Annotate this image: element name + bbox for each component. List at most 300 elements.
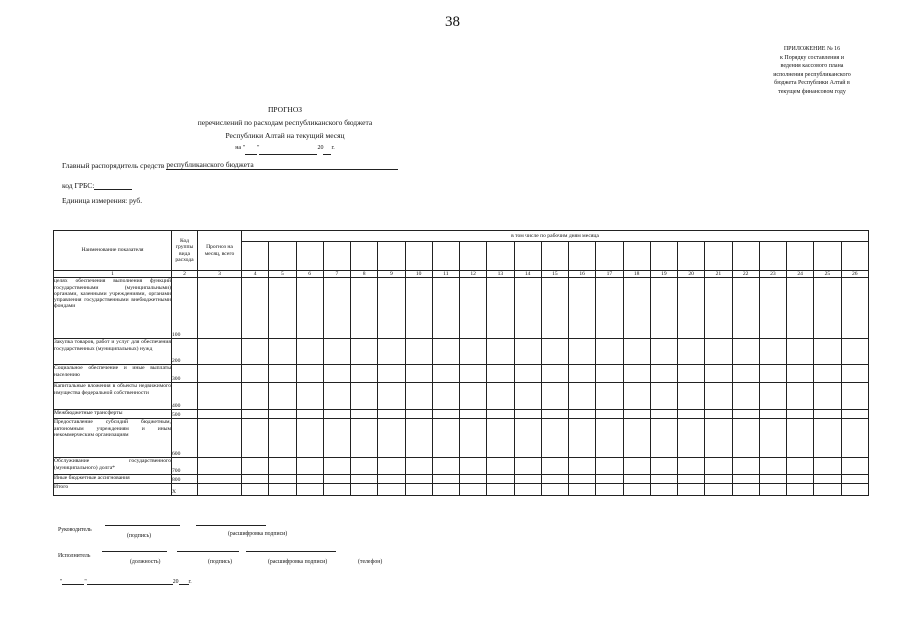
column-number: 14	[514, 271, 541, 278]
grbs-field	[62, 181, 132, 190]
day-value-cell[interactable]	[514, 484, 541, 496]
day-value-cell[interactable]	[596, 339, 623, 365]
day-cell	[432, 242, 459, 271]
day-value-cell[interactable]	[514, 278, 541, 339]
day-value-cell[interactable]	[569, 383, 596, 410]
day-value-cell[interactable]	[514, 458, 541, 475]
day-cell	[705, 242, 732, 271]
day-value-cell[interactable]	[759, 365, 786, 383]
day-value-cell[interactable]	[705, 484, 732, 496]
day-value-cell[interactable]	[814, 419, 841, 458]
day-value-cell[interactable]	[678, 484, 705, 496]
row-name: Итого	[54, 484, 172, 496]
day-value-cell[interactable]	[623, 278, 650, 339]
day-value-cell[interactable]	[296, 383, 323, 410]
day-value-cell[interactable]	[759, 339, 786, 365]
column-number: 24	[787, 271, 814, 278]
day-value-cell[interactable]	[541, 475, 568, 484]
day-value-cell[interactable]	[541, 383, 568, 410]
row-name: Капитальные вложения в объекты недвижимого имущества федеральной собственности	[54, 383, 172, 410]
day-value-cell[interactable]	[569, 278, 596, 339]
day-value-cell[interactable]	[623, 365, 650, 383]
day-value-cell[interactable]	[705, 339, 732, 365]
day-value-cell[interactable]	[732, 278, 759, 339]
day-value-cell[interactable]	[623, 458, 650, 475]
day-value-cell[interactable]	[460, 419, 487, 458]
day-value-cell[interactable]	[759, 475, 786, 484]
day-value-cell[interactable]	[242, 339, 269, 365]
appendix-note	[757, 45, 867, 96]
day-value-cell[interactable]	[596, 383, 623, 410]
day-value-cell[interactable]	[759, 383, 786, 410]
row-code: 700	[172, 458, 198, 475]
executor-position-caption: (должность)	[130, 559, 161, 565]
day-cell	[650, 242, 677, 271]
day-value-cell[interactable]	[705, 410, 732, 419]
day-value-cell[interactable]	[296, 365, 323, 383]
day-value-cell[interactable]	[351, 410, 378, 419]
day-value-cell[interactable]	[569, 484, 596, 496]
day-value-cell[interactable]	[323, 365, 350, 383]
executor-sign-line[interactable]	[177, 551, 239, 552]
day-value-cell[interactable]	[514, 339, 541, 365]
forecast-total-cell[interactable]	[198, 339, 242, 365]
table-row	[54, 475, 869, 484]
day-value-cell[interactable]	[460, 365, 487, 383]
forecast-total-cell[interactable]	[198, 365, 242, 383]
day-value-cell[interactable]	[296, 339, 323, 365]
forecast-total-cell[interactable]	[198, 278, 242, 339]
day-value-cell[interactable]	[705, 419, 732, 458]
day-value-cell[interactable]	[378, 475, 405, 484]
day-value-cell[interactable]	[242, 410, 269, 419]
day-value-cell[interactable]	[650, 365, 677, 383]
column-number: 7	[323, 271, 350, 278]
day-value-cell[interactable]	[678, 475, 705, 484]
day-value-cell[interactable]	[596, 419, 623, 458]
day-value-cell[interactable]	[405, 383, 432, 410]
day-value-cell[interactable]	[460, 484, 487, 496]
day-value-cell[interactable]	[432, 278, 459, 339]
day-value-cell[interactable]	[378, 339, 405, 365]
table-row	[54, 410, 869, 419]
row-code: 800	[172, 475, 198, 484]
row-code: 600	[172, 419, 198, 458]
day-value-cell[interactable]	[269, 484, 296, 496]
row-code: X	[172, 484, 198, 496]
day-value-cell[interactable]	[487, 419, 514, 458]
head-sign-caption: (подпись)	[127, 533, 152, 539]
day-value-cell[interactable]	[378, 484, 405, 496]
day-value-cell[interactable]	[378, 383, 405, 410]
day-value-cell[interactable]	[841, 278, 869, 339]
day-value-cell[interactable]	[623, 339, 650, 365]
day-value-cell[interactable]	[323, 410, 350, 419]
day-value-cell[interactable]	[351, 484, 378, 496]
column-number: 8	[351, 271, 378, 278]
day-value-cell[interactable]	[596, 484, 623, 496]
day-value-cell[interactable]	[432, 475, 459, 484]
day-value-cell[interactable]	[432, 419, 459, 458]
row-name: Обслуживание государственного (муниципального) долга*	[54, 458, 172, 475]
day-value-cell[interactable]	[650, 410, 677, 419]
head-sign-line[interactable]	[105, 525, 180, 526]
day-value-cell[interactable]	[705, 383, 732, 410]
day-value-cell[interactable]	[732, 365, 759, 383]
column-number: 20	[678, 271, 705, 278]
day-value-cell[interactable]	[569, 339, 596, 365]
day-value-cell[interactable]	[678, 339, 705, 365]
day-value-cell[interactable]	[514, 365, 541, 383]
day-value-cell[interactable]	[814, 458, 841, 475]
col-header-name: Наименование показателя	[54, 231, 172, 271]
day-value-cell[interactable]	[296, 458, 323, 475]
day-cell	[269, 242, 296, 271]
executor-label: Исполнитель	[58, 553, 91, 559]
column-number: 12	[460, 271, 487, 278]
date-day-blank[interactable]	[245, 154, 257, 155]
day-value-cell[interactable]	[759, 410, 786, 419]
day-value-cell[interactable]	[650, 419, 677, 458]
day-value-cell[interactable]	[596, 365, 623, 383]
column-number: 9	[378, 271, 405, 278]
sign-date-year[interactable]	[179, 584, 189, 585]
column-number: 2	[172, 271, 198, 278]
day-value-cell[interactable]	[432, 458, 459, 475]
day-value-cell[interactable]	[569, 475, 596, 484]
day-value-cell[interactable]	[351, 458, 378, 475]
column-number: 4	[242, 271, 269, 278]
day-value-cell[interactable]	[296, 475, 323, 484]
day-value-cell[interactable]	[405, 365, 432, 383]
day-value-cell[interactable]	[269, 383, 296, 410]
day-value-cell[interactable]	[623, 475, 650, 484]
day-value-cell[interactable]	[841, 383, 869, 410]
row-code: 300	[172, 365, 198, 383]
day-value-cell[interactable]	[541, 458, 568, 475]
day-value-cell[interactable]	[814, 278, 841, 339]
sign-date: " " 20 г.	[60, 579, 192, 585]
column-number: 25	[814, 271, 841, 278]
day-cell	[596, 242, 623, 271]
day-value-cell[interactable]	[841, 410, 869, 419]
day-value-cell[interactable]	[460, 383, 487, 410]
page-number: 38	[445, 14, 460, 30]
day-value-cell[interactable]	[705, 458, 732, 475]
day-value-cell[interactable]	[814, 365, 841, 383]
forecast-total-cell[interactable]	[198, 458, 242, 475]
day-value-cell[interactable]	[678, 419, 705, 458]
row-name: целях обеспечения выполнения функций государственными (муниципальными) органами, казенными учреждениями, органами управления государственными внебюджетными фондами	[54, 278, 172, 339]
forecast-subtitle-1: перечислений по расходам республиканского бюджета	[197, 118, 373, 127]
day-value-cell[interactable]	[378, 458, 405, 475]
column-number: 23	[759, 271, 786, 278]
day-value-cell[interactable]	[242, 475, 269, 484]
day-value-cell[interactable]	[787, 484, 814, 496]
column-number: 10	[405, 271, 432, 278]
day-cell	[296, 242, 323, 271]
day-value-cell[interactable]	[378, 419, 405, 458]
day-value-cell[interactable]	[487, 339, 514, 365]
day-value-cell[interactable]	[296, 419, 323, 458]
day-value-cell[interactable]	[405, 410, 432, 419]
column-number: 3	[198, 271, 242, 278]
day-value-cell[interactable]	[351, 383, 378, 410]
day-value-cell[interactable]	[487, 383, 514, 410]
sign-date-month[interactable]	[87, 584, 173, 585]
day-value-cell[interactable]	[514, 383, 541, 410]
day-value-cell[interactable]	[650, 278, 677, 339]
day-value-cell[interactable]	[841, 419, 869, 458]
column-number: 22	[732, 271, 759, 278]
day-value-cell[interactable]	[623, 410, 650, 419]
day-value-cell[interactable]	[487, 410, 514, 419]
day-value-cell[interactable]	[323, 339, 350, 365]
day-value-cell[interactable]	[460, 339, 487, 365]
day-value-cell[interactable]	[487, 475, 514, 484]
day-value-cell[interactable]	[732, 458, 759, 475]
day-value-cell[interactable]	[242, 419, 269, 458]
day-value-cell[interactable]	[487, 278, 514, 339]
forecast-subtitle-2: Республики Алтай на текущий месяц	[225, 131, 345, 140]
day-value-cell[interactable]	[432, 339, 459, 365]
day-value-cell[interactable]	[405, 484, 432, 496]
forecast-heading	[150, 103, 420, 155]
day-value-cell[interactable]	[841, 458, 869, 475]
day-value-cell[interactable]	[678, 278, 705, 339]
col-header-days: в том числе по рабочим дням месяца	[242, 231, 869, 242]
day-value-cell[interactable]	[487, 484, 514, 496]
day-value-cell[interactable]	[405, 475, 432, 484]
day-value-cell[interactable]	[405, 278, 432, 339]
day-value-cell[interactable]	[841, 484, 869, 496]
row-name: Иные бюджетные ассигнования	[54, 475, 172, 484]
grbs-label: код ГРБС:	[62, 181, 95, 190]
day-value-cell[interactable]	[787, 365, 814, 383]
day-value-cell[interactable]	[351, 365, 378, 383]
day-value-cell[interactable]	[814, 484, 841, 496]
day-value-cell[interactable]	[378, 365, 405, 383]
forecast-title: ПРОГНОЗ	[267, 105, 303, 114]
day-value-cell[interactable]	[242, 484, 269, 496]
col-header-forecast: Прогноз на месяц, всего	[198, 231, 242, 271]
day-value-cell[interactable]	[487, 365, 514, 383]
day-value-cell[interactable]	[705, 475, 732, 484]
day-cell	[541, 242, 568, 271]
head-decode-line[interactable]	[196, 525, 266, 526]
day-value-cell[interactable]	[732, 339, 759, 365]
day-value-cell[interactable]	[787, 475, 814, 484]
column-number: 16	[569, 271, 596, 278]
day-value-cell[interactable]	[596, 278, 623, 339]
executor-decode-caption: (расшифровка подписи)	[268, 559, 328, 565]
day-value-cell[interactable]	[432, 383, 459, 410]
day-cell	[623, 242, 650, 271]
day-value-cell[interactable]	[242, 383, 269, 410]
day-value-cell[interactable]	[569, 458, 596, 475]
day-value-cell[interactable]	[814, 475, 841, 484]
day-value-cell[interactable]	[296, 410, 323, 419]
day-value-cell[interactable]	[323, 458, 350, 475]
day-value-cell[interactable]	[705, 278, 732, 339]
day-value-cell[interactable]	[351, 339, 378, 365]
day-value-cell[interactable]	[296, 278, 323, 339]
column-number: 17	[596, 271, 623, 278]
day-value-cell[interactable]	[596, 410, 623, 419]
row-code: 200	[172, 339, 198, 365]
day-value-cell[interactable]	[678, 410, 705, 419]
day-value-cell[interactable]	[787, 458, 814, 475]
day-value-cell[interactable]	[787, 410, 814, 419]
day-value-cell[interactable]	[323, 484, 350, 496]
day-value-cell[interactable]	[596, 475, 623, 484]
day-value-cell[interactable]	[541, 410, 568, 419]
day-value-cell[interactable]	[269, 475, 296, 484]
day-value-cell[interactable]	[841, 475, 869, 484]
day-value-cell[interactable]	[650, 484, 677, 496]
day-value-cell[interactable]	[432, 410, 459, 419]
table-row	[54, 484, 869, 496]
day-value-cell[interactable]	[732, 410, 759, 419]
day-cell	[351, 242, 378, 271]
day-value-cell[interactable]	[569, 419, 596, 458]
day-value-cell[interactable]	[269, 410, 296, 419]
chief-manager-input[interactable]: республиканского бюджета	[166, 160, 398, 170]
table-row	[54, 339, 869, 365]
day-value-cell[interactable]	[541, 339, 568, 365]
executor-position-line[interactable]	[102, 551, 167, 552]
day-value-cell[interactable]	[323, 475, 350, 484]
day-value-cell[interactable]	[759, 458, 786, 475]
column-number: 26	[841, 271, 869, 278]
day-value-cell[interactable]	[678, 458, 705, 475]
forecast-total-cell[interactable]	[198, 410, 242, 419]
column-number: 11	[432, 271, 459, 278]
day-value-cell[interactable]	[242, 278, 269, 339]
day-value-cell[interactable]	[705, 365, 732, 383]
day-value-cell[interactable]	[351, 419, 378, 458]
column-number: 1	[54, 271, 172, 278]
day-value-cell[interactable]	[514, 419, 541, 458]
day-value-cell[interactable]	[514, 475, 541, 484]
day-value-cell[interactable]	[759, 419, 786, 458]
day-value-cell[interactable]	[460, 458, 487, 475]
day-value-cell[interactable]	[541, 278, 568, 339]
day-value-cell[interactable]	[432, 365, 459, 383]
executor-phone-line[interactable]	[302, 551, 336, 552]
table-body	[54, 278, 869, 496]
day-value-cell[interactable]	[623, 484, 650, 496]
forecast-total-cell[interactable]	[198, 419, 242, 458]
day-value-cell[interactable]	[405, 419, 432, 458]
day-value-cell[interactable]	[650, 339, 677, 365]
day-value-cell[interactable]	[569, 410, 596, 419]
appendix-line: текущем финансовом году	[778, 88, 846, 95]
day-value-cell[interactable]	[814, 410, 841, 419]
appendix-line: исполнения республиканского	[773, 71, 851, 78]
day-value-cell[interactable]	[787, 339, 814, 365]
day-value-cell[interactable]	[787, 278, 814, 339]
day-value-cell[interactable]	[269, 458, 296, 475]
day-value-cell[interactable]	[269, 339, 296, 365]
day-value-cell[interactable]	[787, 383, 814, 410]
day-value-cell[interactable]	[732, 475, 759, 484]
day-value-cell[interactable]	[650, 475, 677, 484]
sign-date-day[interactable]	[62, 584, 84, 585]
day-value-cell[interactable]	[759, 278, 786, 339]
day-value-cell[interactable]	[242, 365, 269, 383]
day-cell	[759, 242, 786, 271]
day-value-cell[interactable]	[432, 484, 459, 496]
day-value-cell[interactable]	[323, 278, 350, 339]
day-value-cell[interactable]	[541, 365, 568, 383]
day-value-cell[interactable]	[759, 484, 786, 496]
day-value-cell[interactable]	[623, 419, 650, 458]
day-value-cell[interactable]	[460, 475, 487, 484]
day-value-cell[interactable]	[732, 419, 759, 458]
table-row	[54, 419, 869, 458]
day-value-cell[interactable]	[405, 339, 432, 365]
grbs-input[interactable]	[94, 189, 132, 190]
day-value-cell[interactable]	[650, 383, 677, 410]
forecast-total-cell[interactable]	[198, 484, 242, 496]
day-value-cell[interactable]	[460, 278, 487, 339]
day-value-cell[interactable]	[678, 383, 705, 410]
day-value-cell[interactable]	[732, 484, 759, 496]
table-row	[54, 383, 869, 410]
day-value-cell[interactable]	[378, 410, 405, 419]
day-value-cell[interactable]	[732, 383, 759, 410]
day-value-cell[interactable]	[269, 278, 296, 339]
day-value-cell[interactable]	[841, 339, 869, 365]
day-value-cell[interactable]	[378, 278, 405, 339]
day-value-cell[interactable]	[351, 278, 378, 339]
day-cell	[678, 242, 705, 271]
day-value-cell[interactable]	[269, 365, 296, 383]
day-value-cell[interactable]	[351, 475, 378, 484]
day-value-cell[interactable]	[323, 383, 350, 410]
day-value-cell[interactable]	[487, 458, 514, 475]
day-value-cell[interactable]	[569, 365, 596, 383]
date-year-blank[interactable]	[323, 154, 331, 155]
forecast-table	[53, 230, 869, 496]
day-value-cell[interactable]	[460, 410, 487, 419]
day-value-cell[interactable]	[242, 458, 269, 475]
day-value-cell[interactable]	[269, 419, 296, 458]
day-value-cell[interactable]	[650, 458, 677, 475]
day-value-cell[interactable]	[296, 484, 323, 496]
day-value-cell[interactable]	[541, 419, 568, 458]
day-value-cell[interactable]	[541, 484, 568, 496]
date-month-blank[interactable]	[259, 154, 317, 155]
forecast-total-cell[interactable]	[198, 475, 242, 484]
day-value-cell[interactable]	[841, 365, 869, 383]
day-value-cell[interactable]	[678, 365, 705, 383]
day-cell	[787, 242, 814, 271]
forecast-total-cell[interactable]	[198, 383, 242, 410]
day-value-cell[interactable]	[323, 419, 350, 458]
day-cell	[242, 242, 269, 271]
day-value-cell[interactable]	[596, 458, 623, 475]
day-value-cell[interactable]	[514, 410, 541, 419]
day-value-cell[interactable]	[814, 339, 841, 365]
day-value-cell[interactable]	[623, 383, 650, 410]
day-value-cell[interactable]	[814, 383, 841, 410]
day-value-cell[interactable]	[787, 419, 814, 458]
day-value-cell[interactable]	[405, 458, 432, 475]
appendix-line: к Порядку составления и	[779, 54, 845, 61]
head-label: Руководитель	[58, 527, 92, 533]
